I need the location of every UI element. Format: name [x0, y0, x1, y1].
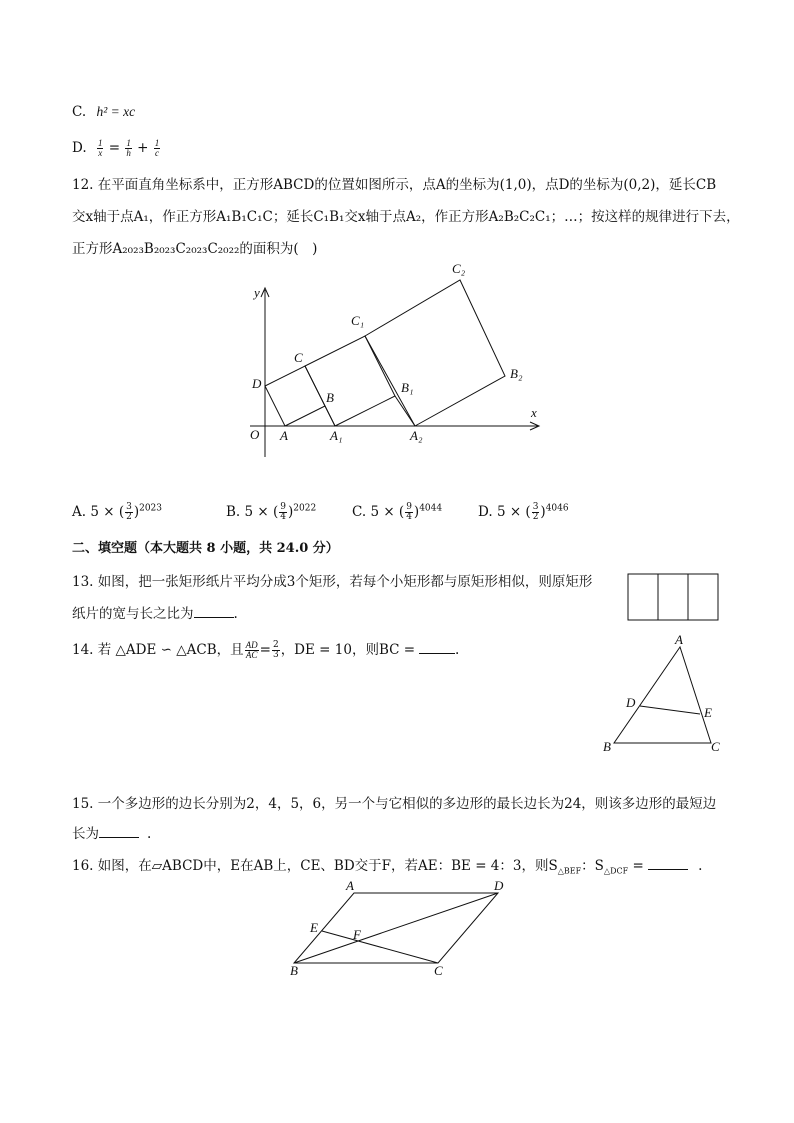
- equals: =: [259, 642, 271, 658]
- q12-option-d: [478, 503, 569, 522]
- fraction: $\frac{1}{c}$: [154, 138, 160, 158]
- q16-label-b: B: [290, 963, 298, 978]
- section-title: 二、填空题（本大题共 8 小题，共 24.0 分）: [72, 541, 339, 556]
- option-base: 5 × (: [370, 504, 405, 520]
- label-c: C: [294, 350, 303, 365]
- label-a2: A₂: [410, 428, 423, 443]
- q12-option-b: [226, 503, 316, 522]
- fraction: $\frac{2}{3}$: [272, 640, 279, 660]
- period: .: [455, 642, 460, 658]
- q13-line1: 13. 如图，把一张矩形纸片平均分成3个矩形，若每个小矩形都与原矩形相似，则原矩形: [72, 574, 593, 590]
- fraction: $\frac{3}{2}$: [126, 502, 132, 522]
- period: .: [698, 858, 703, 874]
- square-a2b2c2c1: [365, 280, 505, 426]
- q13-text: 纸片的宽与长之比为: [72, 606, 194, 622]
- q14-label-e: E: [704, 705, 712, 720]
- exponent: 2022: [293, 503, 317, 514]
- q15-line1: 15. 一个多边形的边长分别为2，4，5，6，另一个与它相似的多边形的最长边长为24，则该多边形的最短边: [72, 796, 717, 812]
- equals: =: [108, 140, 121, 156]
- q12-option-c: [352, 503, 442, 522]
- q16-label-c: C: [434, 963, 443, 978]
- q16-label-e: E: [310, 920, 318, 935]
- q14-segment-de: [640, 706, 700, 714]
- option-label: C.: [352, 504, 367, 520]
- q14-label-a: A: [675, 632, 683, 647]
- segment-b-a1: [325, 406, 335, 426]
- label-b: B: [326, 390, 334, 405]
- q15-text: 长为: [72, 826, 99, 842]
- period: .: [147, 826, 152, 842]
- label-c2: C₂: [452, 261, 466, 276]
- option-c-q11: [72, 102, 135, 122]
- q16-label-d: D: [494, 878, 504, 893]
- equals: =: [628, 858, 649, 874]
- plus: +: [137, 140, 149, 156]
- q16-segment-ce: [322, 931, 438, 963]
- square-abcd: [265, 366, 325, 426]
- subscript: △DCF: [603, 866, 629, 876]
- q16-parallelogram: [294, 893, 498, 963]
- q15-line2: [72, 823, 151, 844]
- q12-line1: 12. 在平面直角坐标系中，正方形ABCD的位置如图所示，点A的坐标为(1,0)，点D的坐标为(0,2)，延长CB: [72, 177, 717, 193]
- q14-text-post: ，DE = 10，则BC =: [280, 642, 416, 658]
- option-label: D.: [72, 140, 87, 156]
- q12-line2: 交x轴于点A₁，作正方形A₁B₁C₁C；延长C₁B₁交x轴于点A₂，作正方形A₂B₂C₂C₁；…；按这样的规律进行下去，: [72, 209, 740, 225]
- q14-text: 14. 若 △ADE ∽ △ACB，且: [72, 642, 244, 658]
- y-axis-arrow: [261, 288, 269, 297]
- answer-blank[interactable]: [99, 823, 139, 838]
- q13-rectangle: [628, 574, 718, 620]
- q14-label-b: B: [603, 739, 611, 754]
- fraction: $\frac{9}{4}$: [280, 502, 286, 522]
- label-o: O: [250, 427, 260, 442]
- paren: ): [133, 504, 140, 520]
- paren: ): [540, 504, 546, 520]
- option-label: D.: [478, 504, 493, 520]
- q13-line2: [72, 603, 238, 624]
- option-base: 5 × (: [244, 504, 279, 520]
- q12-line3: 正方形A₂₀₂₃B₂₀₂₃C₂₀₂₃C₂₀₂₂的面积为( ): [72, 241, 318, 257]
- option-base: 5 × (: [496, 504, 531, 520]
- exponent: 4044: [419, 503, 443, 514]
- fraction: $\frac{3}{2}$: [532, 502, 539, 522]
- option-expr: h² = xc: [96, 104, 136, 119]
- label-b2: B₂: [510, 366, 523, 381]
- fraction: $\frac{9}{4}$: [406, 502, 412, 522]
- period: .: [233, 606, 238, 622]
- label-d: D: [252, 376, 262, 391]
- option-base: 5 × (: [90, 504, 125, 520]
- paren: ): [288, 504, 294, 520]
- option-label: B.: [226, 504, 241, 520]
- label-x: x: [531, 405, 537, 420]
- square-a1b1c1c: [305, 336, 395, 426]
- segment-b1-a2: [395, 396, 415, 426]
- answer-blank[interactable]: [648, 855, 688, 870]
- answer-blank[interactable]: [419, 639, 455, 654]
- fraction: $\frac{1}{h}$: [126, 138, 131, 158]
- q16-diagonal-bd: [294, 893, 498, 963]
- q16-line: [72, 855, 702, 882]
- q16-text: 16. 如图，在▱ABCD中，E在AB上，CE、BD交于F，若AE：BE = 4：3，则S: [72, 858, 558, 874]
- paren: ): [413, 504, 420, 520]
- label-c1: C₁: [351, 313, 365, 328]
- q14-line: [72, 639, 459, 660]
- q12-option-a: [72, 503, 162, 522]
- q14-label-c: C: [711, 739, 720, 754]
- fraction: $\frac{AD}{AC}$: [245, 640, 258, 660]
- x-axis-arrow: [530, 422, 539, 430]
- subscript: △BEF: [557, 866, 582, 876]
- option-d-q11: [72, 138, 161, 158]
- fraction: $\frac{1}{x}$: [97, 138, 103, 158]
- q14-label-d: D: [626, 695, 636, 710]
- exponent: 4046: [545, 503, 569, 514]
- exponent: 2023: [139, 503, 163, 514]
- answer-blank[interactable]: [194, 603, 234, 618]
- q16-label-a: A: [346, 878, 354, 893]
- q14-triangle: [614, 647, 711, 743]
- label-y: y: [254, 285, 260, 300]
- label-a: A: [280, 428, 288, 443]
- label-b1: B₁: [401, 380, 414, 395]
- label-a1: A₁: [330, 428, 343, 443]
- colon: ：S: [581, 858, 604, 874]
- q16-label-f: F: [353, 927, 361, 942]
- option-label: A.: [72, 504, 87, 520]
- option-label: C.: [72, 104, 87, 120]
